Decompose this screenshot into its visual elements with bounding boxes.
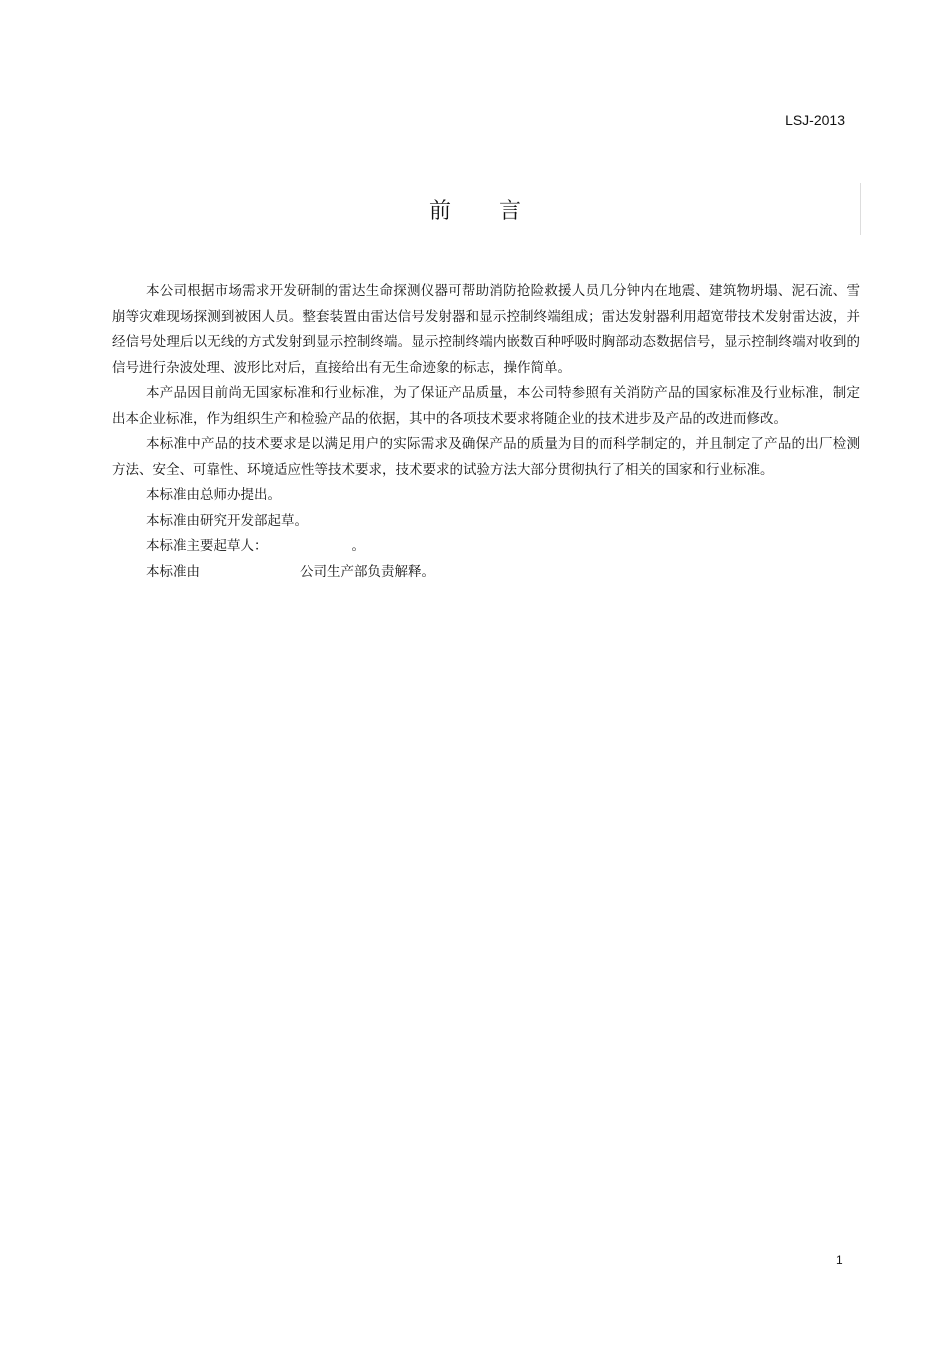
page-number: 1 xyxy=(836,1253,843,1267)
interpretation-end: 公司生产部负责解释。 xyxy=(300,563,435,580)
document-code: LSJ-2013 xyxy=(785,112,845,128)
paragraph-proposer: 本标准由总师办提出。 xyxy=(146,487,281,503)
interpretation-start: 本标准由 xyxy=(146,563,200,580)
main-drafters-end: 。 xyxy=(351,538,365,554)
paragraph-drafter: 本标准由研究开发部起草。 xyxy=(146,512,308,529)
paragraph-standard-basis: 本产品因目前尚无国家标准和行业标准，为了保证产品质量，本公司特参照有关消防产品的国家标准及行业标准，制定出本企业标准，作为组织生产和检验产品的依据，其中的各项技术要求将随企业的技术进步及产品的改进而修改。 xyxy=(112,385,860,427)
paragraph-interpretation xyxy=(112,560,860,586)
paragraph-intro: 本公司根据市场需求开发研制的雷达生命探测仪器可帮助消防抢险救援人员几分钟内在地震、建筑物坍塌、泥石流、雪崩等灾难现场探测到被困人员。整套装置由雷达信号发射器和显示控制终端组成；雷达发射器利用超宽带技术发射雷达波，并经信号处理后以无线的方式发射到显示控制终端。显示控制终端内嵌数百种呼吸时胸部动态数据信号，显示控制终端对收到的信号进行杂波处理、波形比对后，直接给出有无生命迹象的标志，操作简单。 xyxy=(112,283,860,376)
main-drafters-label: 本标准主要起草人： xyxy=(146,538,268,554)
paragraph-technical-requirements: 本标准中产品的技术要求是以满足用户的实际需求及确保产品的质量为目的而科学制定的，并且制定了产品的出厂检测方法、安全、可靠性、环境适应性等技术要求，技术要求的试验方法大部分贯彻执行了相关的国家和行业标准。 xyxy=(112,436,860,478)
document-body xyxy=(112,279,860,585)
paragraph-main-drafters xyxy=(112,534,860,560)
page-title: 前言 xyxy=(428,199,569,224)
